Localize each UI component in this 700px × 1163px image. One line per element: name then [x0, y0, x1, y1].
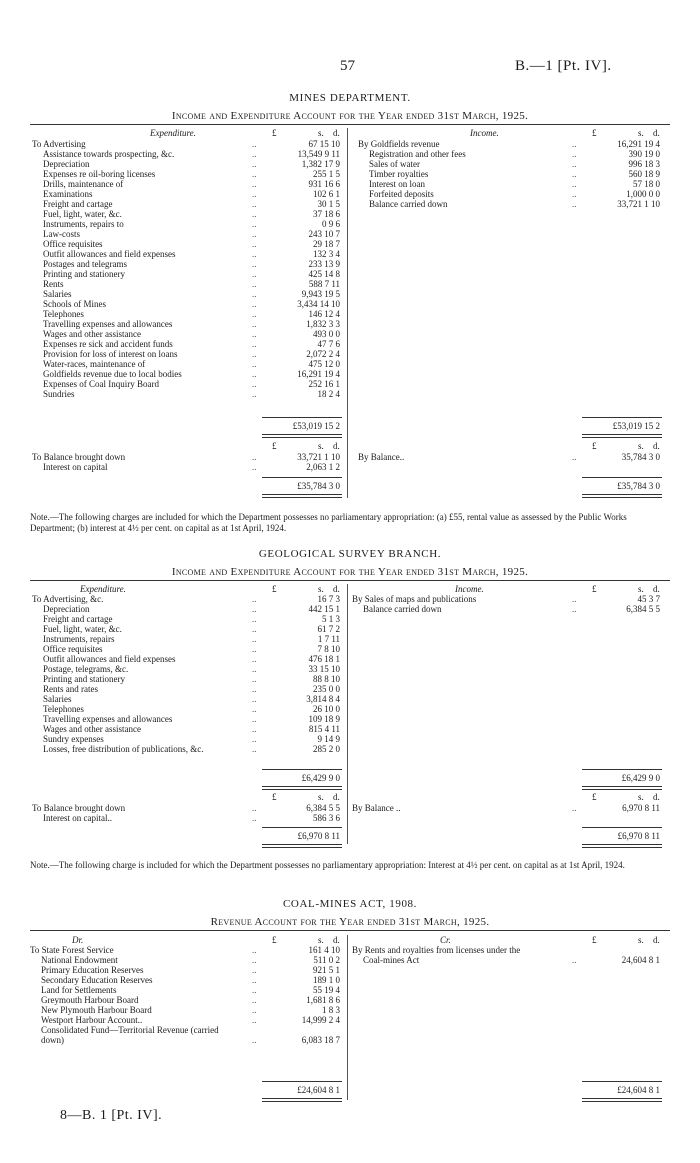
mines-inc-label: By Goldfields revenue	[358, 139, 440, 149]
geo-exp-leader: ..	[252, 624, 257, 634]
mines-exp-leader: ..	[252, 189, 257, 199]
geo-exp-amount: 6,384 5 5	[306, 803, 340, 813]
mines-inc-label: Interest on loan	[369, 179, 425, 189]
coal-dr-label: New Plymouth Harbour Board	[41, 1005, 152, 1015]
geo-total-0: £6,429 9 0	[301, 773, 340, 783]
mines-exp-leader: ..	[252, 269, 257, 279]
mines-inc-amount: 560 18 9	[628, 169, 660, 179]
geo-bal-total-double-rule-1	[582, 844, 662, 848]
geo-exp-amount: 109 18 9	[308, 714, 340, 724]
coal-dr-leader: ..	[252, 1015, 257, 1025]
mines-exp-amount: 16,291 19 4	[297, 369, 340, 379]
mines-exp-leader: ..	[252, 229, 257, 239]
geo-inc-amount: 6,970 8 11	[622, 803, 660, 813]
geo-inc-label: By Balance ..	[352, 803, 401, 813]
mines-exp-leader: ..	[252, 279, 257, 289]
mines-exp-label: Rents	[43, 279, 64, 289]
footer-reference: 8—B. 1 [Pt. IV].	[60, 1108, 163, 1123]
mines-inc-amount: 16,291 19 4	[617, 139, 660, 149]
document-reference: B.—1 [Pt. IV].	[515, 58, 612, 74]
mines-exp-label: Freight and cartage	[43, 199, 113, 209]
geo-right-header: Income.	[455, 584, 484, 594]
coal-dr-leader: ..	[252, 945, 257, 955]
geo-exp-label: Freight and cartage	[43, 614, 113, 624]
mines-inc-leader: ..	[572, 169, 577, 179]
mines-total-1: £53,019 15 2	[612, 421, 660, 431]
mines-exp-label: Instruments, repairs to	[43, 219, 124, 229]
geo-exp-leader: ..	[252, 634, 257, 644]
geo-account-title: Income and Expenditure Account for the Year ended 31st March, 1925.	[171, 566, 529, 578]
geo-exp-amount: 16 7 3	[317, 594, 340, 604]
mines-exp-amount: 146 12 4	[308, 309, 340, 319]
coal-account-title: Revenue Account for the Year ended 31st March, 1925.	[210, 916, 490, 928]
geo-exp-amount: 285 2 0	[313, 744, 340, 754]
mines-exp-amount: 102 6 1	[313, 189, 340, 199]
geo-bal-col-head-1-0: £	[592, 792, 597, 802]
mines-exp-amount: 30 1 5	[317, 199, 340, 209]
geo-inc-leader: ..	[572, 604, 577, 614]
coal-top-rule	[30, 930, 670, 931]
geo-left-header: Expenditure.	[80, 584, 126, 594]
coal-left-header: Dr.	[72, 935, 84, 945]
mines-exp-amount: 67 15 10	[308, 139, 340, 149]
mines-exp-amount: 493 0 0	[313, 329, 340, 339]
mines-exp-label: Office requisites	[43, 239, 103, 249]
mines-inc-leader: ..	[572, 189, 577, 199]
geo-exp-amount: 476 18 1	[308, 654, 340, 664]
mines-exp-leader: ..	[252, 219, 257, 229]
mines-inc-leader: ..	[572, 139, 577, 149]
geo-exp-label: Office requisites	[43, 644, 103, 654]
mines-exp-label: Examinations	[43, 189, 93, 199]
geo-exp-leader: ..	[252, 604, 257, 614]
mines-inc-leader: ..	[572, 452, 577, 462]
mines-exp-leader: ..	[252, 369, 257, 379]
coal-dr-amount: 1 8 3	[322, 1005, 340, 1015]
mines-exp-amount: 29 18 7	[313, 239, 340, 249]
mines-exp-leader: ..	[252, 319, 257, 329]
geo-exp-label: Wages and other assistance	[43, 724, 141, 734]
mines-inc-leader: ..	[572, 179, 577, 189]
mines-exp-leader: ..	[252, 259, 257, 269]
coal-col-head-L-1: s.	[318, 935, 324, 945]
mines-exp-amount: 3,434 14 10	[297, 299, 340, 309]
mines-col-head-R-2: d.	[653, 128, 660, 138]
geo-col-head-R-0: £	[592, 584, 597, 594]
coal-right-header: Cr.	[440, 935, 451, 945]
mines-exp-label: Sundries	[43, 389, 75, 399]
coal-cr-amount: 24,604 8 1	[621, 955, 660, 965]
geo-exp-leader: ..	[252, 664, 257, 674]
mines-exp-amount: 1,832 3 3	[306, 319, 340, 329]
mines-inc-label: Timber royalties	[369, 169, 429, 179]
geo-exp-label: Interest on capital..	[43, 813, 112, 823]
mines-exp-amount: 9,943 19 5	[301, 289, 340, 299]
mines-exp-label: To Advertising	[32, 139, 86, 149]
mines-total-0: £53,019 15 2	[292, 421, 340, 431]
geo-col-head-L-0: £	[272, 584, 277, 594]
geo-bal-total-0: £6,970 8 11	[297, 831, 340, 841]
mines-exp-leader: ..	[252, 339, 257, 349]
geo-bal-col-head-0-0: £	[272, 792, 277, 802]
geo-exp-label: Postage, telegrams, &c.	[43, 664, 129, 674]
mines-exp-leader: ..	[252, 299, 257, 309]
coal-total-double-rule-0	[262, 1098, 342, 1102]
geo-bal-col-head-0-2: d.	[333, 792, 340, 802]
geo-exp-leader: ..	[252, 724, 257, 734]
mines-exp-amount: 252 16 1	[308, 379, 340, 389]
geo-inc-label: By Sales of maps and publications	[352, 594, 477, 604]
geo-inc-amount: 6,384 5 5	[626, 604, 660, 614]
geo-column-divider	[347, 584, 348, 844]
mines-exp-label: Interest on capital	[43, 462, 108, 472]
mines-exp-label: Travelling expenses and allowances	[43, 319, 173, 329]
coal-col-head-L-2: d.	[333, 935, 340, 945]
geo-exp-label: Sundry expenses	[43, 734, 104, 744]
mines-exp-label: Expenses re oil-boring licenses	[43, 169, 156, 179]
mines-bal-total-double-rule-0	[262, 494, 342, 498]
coal-dr-label: Land for Settlements	[41, 985, 117, 995]
mines-exp-amount: 18 2 4	[317, 389, 340, 399]
coal-total-0: £24,604 8 1	[297, 1085, 340, 1095]
mines-exp-label: Postages and telegrams	[43, 259, 127, 269]
mines-total-double-rule-0	[262, 434, 342, 438]
mines-exp-amount: 33,721 1 10	[297, 452, 340, 462]
mines-exp-label: Expenses of Coal Inquiry Board	[43, 379, 159, 389]
geo-inc-label: Balance carried down	[363, 604, 442, 614]
coal-dr-leader: ..	[252, 995, 257, 1005]
geo-total-double-rule-1	[582, 786, 662, 790]
geo-exp-label: Rents and rates	[43, 684, 98, 694]
mines-bal-total-0: £35,784 3 0	[297, 481, 340, 491]
mines-exp-leader: ..	[252, 199, 257, 209]
mines-exp-amount: 37 18 6	[313, 209, 340, 219]
mines-exp-leader: ..	[252, 139, 257, 149]
mines-inc-amount: 390 19 0	[628, 149, 660, 159]
mines-exp-label: Water-races, maintenance of	[43, 359, 146, 369]
coal-col-head-L-0: £	[272, 935, 277, 945]
geo-exp-amount: 88 8 10	[313, 674, 340, 684]
geo-total-rule-1	[582, 769, 662, 770]
mines-exp-amount: 931 16 6	[308, 179, 340, 189]
geo-bal-col-head-1-2: d.	[653, 792, 660, 802]
geo-total-1: £6,429 9 0	[621, 773, 660, 783]
mines-exp-label: Salaries	[43, 289, 72, 299]
mines-exp-label: Telephones	[43, 309, 84, 319]
mines-exp-amount: 13,549 9 11	[297, 149, 340, 159]
mines-col-head-L-0: £	[272, 128, 277, 138]
geo-exp-label: Outfit allowances and field expenses	[43, 654, 176, 664]
geo-exp-leader: ..	[252, 744, 257, 754]
geo-bal-total-rule-0	[262, 827, 342, 828]
mines-bal-col-head-1-1: s.	[638, 441, 644, 451]
mines-top-rule	[30, 124, 670, 125]
geo-total-double-rule-0	[262, 786, 342, 790]
mines-exp-amount: 47 7 6	[317, 339, 340, 349]
mines-exp-label: Fuel, light, water, &c.	[43, 209, 122, 219]
coal-column-divider	[347, 935, 348, 1100]
mines-inc-amount: 996 18 3	[628, 159, 660, 169]
geo-inc-leader: ..	[572, 594, 577, 604]
mines-inc-amount: 1,000 0 0	[626, 189, 660, 199]
geo-exp-leader: ..	[252, 614, 257, 624]
coal-col-head-R-0: £	[592, 935, 597, 945]
geo-exp-leader: ..	[252, 813, 257, 823]
coal-dr-amount: 1,681 8 6	[306, 995, 340, 1005]
mines-exp-amount: 1,382 17 9	[301, 159, 340, 169]
mines-inc-leader: ..	[572, 159, 577, 169]
geo-exp-label: Losses, free distribution of publications, &c.	[43, 744, 204, 754]
geo-exp-amount: 235 0 0	[313, 684, 340, 694]
geo-exp-amount: 26 10 0	[313, 704, 340, 714]
coal-dr-leader: ..	[252, 1035, 257, 1045]
coal-cr-leader: ..	[572, 955, 577, 965]
geo-exp-amount: 5 1 3	[322, 614, 340, 624]
mines-exp-leader: ..	[252, 159, 257, 169]
mines-exp-label: To Balance brought down	[32, 452, 126, 462]
geo-exp-amount: 7 8 10	[317, 644, 340, 654]
mines-exp-label: Goldfields revenue due to local bodies	[43, 369, 182, 379]
mines-exp-label: Depreciation	[43, 159, 90, 169]
geo-exp-leader: ..	[252, 734, 257, 744]
geo-exp-leader: ..	[252, 594, 257, 604]
mines-total-double-rule-1	[582, 434, 662, 438]
mines-bal-col-head-0-0: £	[272, 441, 277, 451]
mines-exp-leader: ..	[252, 209, 257, 219]
mines-title: MINES DEPARTMENT.	[289, 92, 411, 104]
coal-dr-label: To State Forest Service	[30, 945, 114, 955]
coal-total-rule-0	[262, 1081, 342, 1082]
geo-exp-leader: ..	[252, 644, 257, 654]
geo-exp-amount: 442 15 1	[308, 604, 340, 614]
coal-dr-amount: 189 1 0	[313, 975, 340, 985]
coal-dr-amount: 921 5 1	[313, 965, 340, 975]
mines-exp-amount: 0 9 6	[322, 219, 340, 229]
mines-exp-label: Drills, maintenance of	[43, 179, 124, 189]
geo-exp-amount: 9 14 9	[317, 734, 340, 744]
mines-right-header: Income.	[470, 128, 499, 138]
geo-exp-leader: ..	[252, 684, 257, 694]
geo-exp-amount: 815 4 11	[308, 724, 340, 734]
geo-inc-leader: ..	[572, 803, 577, 813]
mines-exp-label: Law-costs	[43, 229, 80, 239]
geo-total-rule-0	[262, 769, 342, 770]
mines-total-rule-0	[262, 417, 342, 418]
mines-exp-label: Schools of Mines	[43, 299, 106, 309]
geo-bal-total-1: £6,970 8 11	[617, 831, 660, 841]
geo-bal-col-head-0-1: s.	[318, 792, 324, 802]
mines-inc-amount: 35,784 3 0	[621, 452, 660, 462]
coal-dr-leader: ..	[252, 955, 257, 965]
mines-left-header: Expenditure.	[150, 128, 196, 138]
coal-dr-label: Westport Harbour Account..	[41, 1015, 143, 1025]
mines-inc-label: Balance carried down	[369, 199, 448, 209]
coal-cr-label: By Rents and royalties from licenses under the	[352, 945, 521, 955]
mines-bal-total-rule-0	[262, 477, 342, 478]
coal-dr-label: Primary Education Reserves	[41, 965, 144, 975]
mines-inc-label: By Balance..	[358, 452, 405, 462]
coal-total-double-rule-1	[582, 1098, 662, 1102]
coal-dr-leader: ..	[252, 985, 257, 995]
coal-dr-amount: 14,999 2 4	[301, 1015, 340, 1025]
coal-dr-amount: 6,083 18 7	[301, 1035, 340, 1045]
mines-bal-total-double-rule-1	[582, 494, 662, 498]
coal-dr-amount: 511 0 2	[313, 955, 340, 965]
mines-exp-amount: 2,072 2 4	[306, 349, 340, 359]
mines-col-head-L-1: s.	[318, 128, 324, 138]
coal-dr-label: National Endowment	[41, 955, 118, 965]
geo-bal-total-double-rule-0	[262, 844, 342, 848]
geo-exp-amount: 1 7 11	[317, 634, 340, 644]
geo-exp-leader: ..	[252, 654, 257, 664]
mines-exp-amount: 233 13 9	[308, 259, 340, 269]
mines-exp-amount: 243 10 7	[308, 229, 340, 239]
mines-account-title: Income and Expenditure Account for the Year ended 31st March, 1925.	[171, 110, 529, 122]
mines-inc-amount: 33,721 1 10	[617, 199, 660, 209]
geo-exp-amount: 3,814 8 4	[306, 694, 340, 704]
mines-exp-amount: 2,063 1 2	[306, 462, 340, 472]
coal-dr-amount: 55 19 4	[313, 985, 340, 995]
coal-dr-leader: ..	[252, 975, 257, 985]
mines-exp-leader: ..	[252, 379, 257, 389]
mines-exp-leader: ..	[252, 289, 257, 299]
coal-dr-amount: 161 4 10	[308, 945, 340, 955]
coal-dr-label: Consolidated Fund—Territorial Revenue (carried	[41, 1025, 219, 1035]
coal-title: COAL-MINES ACT, 1908.	[282, 898, 417, 910]
geo-exp-leader: ..	[252, 694, 257, 704]
mines-exp-leader: ..	[252, 149, 257, 159]
mines-bal-col-head-0-1: s.	[318, 441, 324, 451]
geo-exp-label: To Advertising, &c.	[32, 594, 104, 604]
mines-exp-label: Outfit allowances and field expenses	[43, 249, 176, 259]
geo-exp-leader: ..	[252, 674, 257, 684]
mines-exp-leader: ..	[252, 349, 257, 359]
geo-exp-leader: ..	[252, 714, 257, 724]
mines-exp-leader: ..	[252, 249, 257, 259]
mines-exp-label: Printing and stationery	[43, 269, 125, 279]
geo-exp-label: Salaries	[43, 694, 72, 704]
geo-bal-total-rule-1	[582, 827, 662, 828]
geo-exp-label: Travelling expenses and allowances	[43, 714, 173, 724]
mines-exp-leader: ..	[252, 309, 257, 319]
geo-exp-label: Fuel, light, water, &c.	[43, 624, 122, 634]
mines-col-head-R-0: £	[592, 128, 597, 138]
mines-exp-amount: 425 14 8	[308, 269, 340, 279]
geo-exp-leader: ..	[252, 704, 257, 714]
geo-col-head-L-2: d.	[333, 584, 340, 594]
mines-exp-leader: ..	[252, 169, 257, 179]
coal-dr-label: down)	[41, 1035, 64, 1045]
coal-cr-label: Coal-mines Act	[363, 955, 420, 965]
mines-column-divider	[347, 128, 348, 498]
coal-total-rule-1	[582, 1081, 662, 1082]
mines-exp-amount: 588 7 11	[308, 279, 340, 289]
mines-bal-total-1: £35,784 3 0	[617, 481, 660, 491]
mines-exp-leader: ..	[252, 329, 257, 339]
mines-exp-label: Wages and other assistance	[43, 329, 141, 339]
coal-dr-leader: ..	[252, 965, 257, 975]
mines-exp-leader: ..	[252, 239, 257, 249]
mines-col-head-L-2: d.	[333, 128, 340, 138]
mines-inc-label: Forfeited deposits	[369, 189, 434, 199]
mines-bal-col-head-1-2: d.	[653, 441, 660, 451]
geo-exp-label: Telephones	[43, 704, 84, 714]
geo-exp-label: Depreciation	[43, 604, 90, 614]
mines-exp-label: Expenses re sick and accident funds	[43, 339, 173, 349]
mines-exp-amount: 132 3 4	[313, 249, 340, 259]
mines-exp-leader: ..	[252, 452, 257, 462]
mines-exp-leader: ..	[252, 179, 257, 189]
geo-top-rule	[30, 580, 670, 581]
coal-dr-label: Secondary Education Reserves	[41, 975, 153, 985]
geo-exp-label: Instruments, repairs	[43, 634, 115, 644]
mines-exp-amount: 255 1 5	[313, 169, 340, 179]
mines-exp-label: Assistance towards prospecting, &c.	[43, 149, 175, 159]
mines-bal-col-head-0-2: d.	[333, 441, 340, 451]
coal-dr-label: Greymouth Harbour Board	[41, 995, 139, 1005]
mines-inc-leader: ..	[572, 199, 577, 209]
geo-exp-amount: 33 15 10	[308, 664, 340, 674]
mines-inc-label: Registration and other fees	[369, 149, 466, 159]
mines-exp-leader: ..	[252, 462, 257, 472]
coal-dr-leader: ..	[252, 1005, 257, 1015]
geo-title: GEOLOGICAL SURVEY BRANCH.	[258, 548, 442, 560]
mines-col-head-R-1: s.	[638, 128, 644, 138]
coal-col-head-R-1: s.	[638, 935, 644, 945]
geo-bal-col-head-1-1: s.	[638, 792, 644, 802]
mines-exp-label: Provision for loss of interest on loans	[43, 349, 178, 359]
mines-inc-label: Sales of water	[369, 159, 420, 169]
geo-exp-label: Printing and stationery	[43, 674, 125, 684]
mines-exp-amount: 475 12 0	[308, 359, 340, 369]
mines-inc-leader: ..	[572, 149, 577, 159]
mines-inc-amount: 57 18 0	[633, 179, 660, 189]
geo-exp-amount: 61 7 2	[317, 624, 340, 634]
geo-col-head-R-1: s.	[638, 584, 644, 594]
geo-col-head-R-2: d.	[653, 584, 660, 594]
mines-exp-leader: ..	[252, 389, 257, 399]
mines-bal-total-rule-1	[582, 477, 662, 478]
geo-exp-label: To Balance brought down	[32, 803, 126, 813]
geo-inc-amount: 45 3 7	[637, 594, 660, 604]
geo-exp-amount: 586 3 6	[313, 813, 340, 823]
coal-col-head-R-2: d.	[653, 935, 660, 945]
geo-exp-leader: ..	[252, 803, 257, 813]
page-number: 57	[340, 58, 355, 74]
mines-note: Note.—The following charges are included for which the Department possesses no parliamentary appropriation: (a) £55, rental value as assessed by the Public Works Department; (b) interest at 4½ per cent. on capital as at 1st April, 1924.	[30, 512, 627, 533]
mines-total-rule-1	[582, 417, 662, 418]
coal-total-1: £24,604 8 1	[617, 1085, 660, 1095]
mines-exp-leader: ..	[252, 359, 257, 369]
mines-bal-col-head-1-0: £	[592, 441, 597, 451]
geo-note: Note.—The following charge is included for which the Department possesses no parliamentary appropriation: Interest at 4½ per cent. on capital as at 1st April, 1924.	[30, 860, 625, 870]
geo-col-head-L-1: s.	[318, 584, 324, 594]
